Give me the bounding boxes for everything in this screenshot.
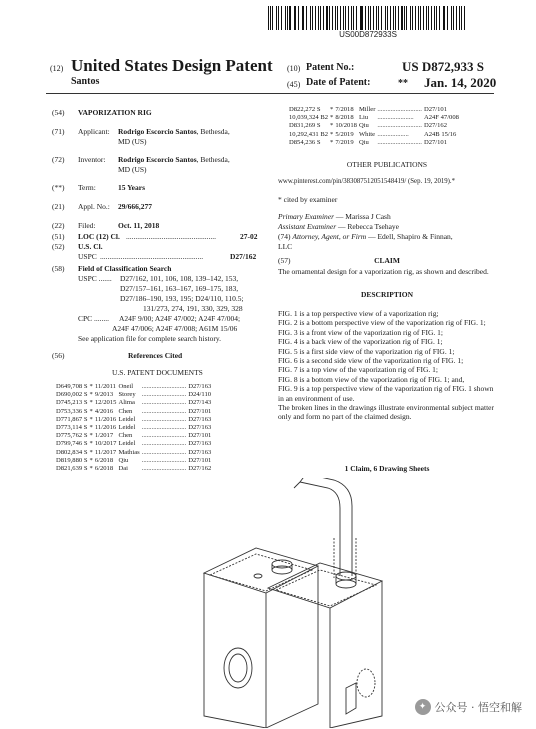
reference-cell: D771,867 S xyxy=(56,415,88,423)
barcode-bar xyxy=(318,6,319,30)
reference-cell: Qiu xyxy=(118,456,129,464)
reference-cell: 7/2019 xyxy=(335,138,354,146)
barcode-bar xyxy=(281,6,282,30)
code-10: (10) xyxy=(287,64,301,73)
field-search-cpc: CPC ........ xyxy=(78,314,110,323)
claim-text: The ornamental design for a vaporization rig, as shown and described. xyxy=(278,267,489,276)
barcode xyxy=(268,6,468,30)
reference-cell: D27/101 xyxy=(423,138,448,146)
reference-cell: 5/2019 xyxy=(335,130,354,138)
other-publications-label: OTHER PUBLICATIONS xyxy=(346,160,428,169)
barcode-bar xyxy=(376,6,377,30)
cited-by-examiner: * cited by examiner xyxy=(278,195,338,204)
reference-row xyxy=(56,399,213,407)
applicant-name: Rodrigo Escorcio Santos xyxy=(118,127,197,136)
reference-cell: 4/2016 xyxy=(94,407,114,415)
appl-no-value: 29/666,277 xyxy=(118,202,152,211)
reference-cell: 6/2018 xyxy=(94,456,114,464)
header-rule xyxy=(46,93,494,94)
reference-cell: 8/2018 xyxy=(335,114,354,122)
reference-cell: D27/143 xyxy=(188,399,212,407)
loc-label: LOC (12) Cl. xyxy=(78,232,120,241)
reference-cell: 10,292,431 B2 xyxy=(289,130,329,138)
references-table-left xyxy=(56,383,213,473)
reference-cell: * xyxy=(89,424,93,432)
barcode-bar xyxy=(368,6,369,30)
reference-row xyxy=(289,122,461,130)
inventor-location-2: MD (US) xyxy=(118,165,147,174)
reference-cell: * xyxy=(89,456,93,464)
barcode-bar xyxy=(395,6,396,30)
reference-cell: Oneil xyxy=(118,383,134,390)
primary-examiner: — Marissa J Cash xyxy=(334,212,391,221)
reference-cell: 10/2017 xyxy=(94,440,117,448)
us-cl-label: U.S. Cl. xyxy=(78,242,103,251)
reference-row xyxy=(56,416,213,424)
barcode-bar xyxy=(310,6,311,30)
appl-no-label: Appl. No.: xyxy=(78,202,110,211)
reference-cell: * xyxy=(89,440,93,448)
reference-cell: * xyxy=(89,432,93,440)
barcode-bar xyxy=(381,6,382,30)
us-patent-documents-label: U.S. PATENT DOCUMENTS xyxy=(112,368,203,377)
barcode-bar xyxy=(268,6,269,30)
patent-date: Jan. 14, 2020 xyxy=(424,75,497,90)
attorney-label: Attorney, Agent, or Firm xyxy=(292,232,367,241)
applicant-location: , Bethesda, xyxy=(196,127,230,136)
reference-cell: Mathias xyxy=(118,448,140,456)
reference-cell: * xyxy=(89,399,93,407)
reference-cell: ........................... xyxy=(141,448,187,456)
reference-cell: ........................... xyxy=(377,138,422,146)
reference-cell: D799,746 S xyxy=(56,440,88,448)
reference-cell: A24B 15/16 xyxy=(423,130,457,138)
barcode-bar xyxy=(337,6,338,30)
reference-cell: Chen xyxy=(118,407,133,415)
reference-cell: 6/2018 xyxy=(94,465,114,473)
reference-cell: White xyxy=(358,130,376,138)
reference-cell: D753,336 S xyxy=(56,407,88,415)
barcode-bar xyxy=(329,6,330,30)
filed-label: Filed: xyxy=(78,221,96,230)
reference-cell: * xyxy=(89,407,93,415)
loc-value: 27-02 xyxy=(240,232,258,241)
page-title: United States Design Patent xyxy=(71,56,273,75)
claims-drawings-line: 1 Claim, 6 Drawing Sheets xyxy=(344,464,430,473)
reference-cell: * xyxy=(330,122,334,130)
barcode-bar xyxy=(298,6,299,30)
reference-cell: * xyxy=(330,106,334,113)
reference-cell: Storey xyxy=(118,391,136,399)
reference-cell: ........................... xyxy=(141,440,187,448)
reference-cell: ........................... xyxy=(377,122,422,130)
inventor-location: , Bethesda, xyxy=(196,155,230,164)
uspc-value: D27/162 xyxy=(230,252,257,261)
reference-cell: D802,834 S xyxy=(56,448,88,456)
patent-number: US D872,933 S xyxy=(402,59,484,74)
reference-cell: 11/2017 xyxy=(94,448,117,456)
field-21-code: (21) xyxy=(52,202,65,211)
reference-cell: Leidel xyxy=(118,440,136,448)
reference-row xyxy=(56,408,213,416)
reference-cell: 10,039,324 B2 xyxy=(289,114,329,122)
barcode-bar xyxy=(461,6,462,30)
reference-cell: D821,639 S xyxy=(56,465,88,473)
reference-cell: * xyxy=(330,130,334,138)
reference-cell: D27/163 xyxy=(188,448,212,456)
inventor-name: Rodrigo Escorcio Santos xyxy=(118,155,197,164)
reference-cell: Qiu xyxy=(358,138,369,146)
reference-cell: ........................... xyxy=(141,432,187,440)
reference-cell: Leidel xyxy=(118,415,136,423)
filed-value: Oct. 11, 2018 xyxy=(118,221,160,230)
reference-cell: D775,762 S xyxy=(56,432,88,440)
barcode-bar xyxy=(426,6,427,30)
reference-cell: D649,708 S xyxy=(56,383,88,390)
date-label: Date of Patent: xyxy=(306,77,371,88)
barcode-bar xyxy=(453,6,454,30)
assistant-examiner-label: Assistant Examiner xyxy=(278,222,337,231)
applicant-location-2: MD (US) xyxy=(118,137,147,146)
reference-cell: 12/2015 xyxy=(94,399,117,407)
references-table-right xyxy=(289,106,461,147)
term-value: 15 Years xyxy=(118,183,146,192)
applicant-label: Applicant: xyxy=(78,127,110,136)
code-12: (12) xyxy=(50,64,64,73)
reference-cell: * xyxy=(330,114,334,122)
field-54-code: (54) xyxy=(52,108,65,117)
desc-broken-lines: The broken lines in the drawings illustrate environmental subject matter only and form no part of the claimed design. xyxy=(278,403,494,422)
wechat-icon: ✦ xyxy=(415,699,431,715)
barcode-bar xyxy=(353,6,354,30)
reference-cell: * xyxy=(89,383,93,390)
reference-cell: D822,272 S xyxy=(289,106,321,113)
term-label: Term: xyxy=(78,183,96,192)
barcode-bar xyxy=(412,6,413,30)
barcode-bar xyxy=(410,6,411,30)
field-search-line-4: 131/273, 274, 191, 330, 329, 328 xyxy=(143,304,243,313)
reference-row xyxy=(289,139,461,147)
desc-fig-7: FIG. 7 is a top view of the vaporization rig of FIG. 1; xyxy=(278,365,438,375)
reference-cell: ...................... xyxy=(377,114,414,122)
reference-cell: ........................... xyxy=(141,465,187,473)
patent-no-label: Patent No.: xyxy=(306,62,355,73)
claim-title: CLAIM xyxy=(374,256,400,265)
reference-row xyxy=(289,114,461,122)
barcode-bar xyxy=(351,6,352,30)
field-58-code: (58) xyxy=(52,264,65,273)
reference-row xyxy=(56,440,213,448)
reference-row xyxy=(56,465,213,473)
reference-cell: D27/101 xyxy=(188,407,212,415)
field-search-cpc-1: A24F 9/00; A24F 47/002; A24F 47/004; xyxy=(119,314,241,323)
desc-fig-1: FIG. 1 is a top perspective view of a vaporization rig; xyxy=(278,309,439,318)
reference-cell: Dai xyxy=(118,465,128,473)
field-search-note: See application file for complete search history. xyxy=(78,334,222,343)
reference-cell: D773,114 S xyxy=(56,424,88,432)
reference-cell: * xyxy=(89,391,93,399)
vaporization-rig-drawing xyxy=(196,478,406,728)
loc-dots: ................................................ xyxy=(126,232,216,241)
field-52-code: (52) xyxy=(52,242,65,251)
field-search-line-3: D27/186–190, 193, 195; D24/110, 110.5; xyxy=(120,294,244,303)
reference-cell: 1/2017 xyxy=(94,432,114,440)
field-search-line-1: D27/162, 101, 106, 108, 139–142, 153, xyxy=(120,274,239,283)
reference-row xyxy=(56,424,213,432)
field-search-label: Field of Classification Search xyxy=(78,264,172,273)
code-45: (45) xyxy=(287,80,301,89)
barcode-bar xyxy=(276,6,277,30)
reference-cell: D27/163 xyxy=(188,383,212,390)
reference-cell: * xyxy=(89,465,93,473)
reference-cell: D831,269 S xyxy=(289,122,321,130)
field-56-code: (56) xyxy=(52,351,65,360)
reference-cell: 11/2011 xyxy=(94,383,116,390)
reference-row xyxy=(289,106,461,114)
attorney-2: LLC xyxy=(278,242,293,251)
reference-cell: 11/2016 xyxy=(94,415,117,423)
reference-cell: ........................... xyxy=(377,106,422,113)
references-cited-label: References Cited xyxy=(128,351,183,360)
barcode-bar xyxy=(447,6,448,30)
reference-cell: D27/162 xyxy=(188,465,212,473)
reference-cell: A24F 47/008 xyxy=(423,114,459,122)
reference-cell: 9/2013 xyxy=(94,391,114,399)
date-stars: ** xyxy=(398,78,408,89)
reference-cell: Qiu xyxy=(358,122,369,130)
term-code: (**) xyxy=(52,183,65,192)
barcode-bar xyxy=(289,6,290,30)
watermark-text: 公众号 · 悟空和解 xyxy=(434,701,522,714)
barcode-bar xyxy=(387,6,388,30)
barcode-bar xyxy=(343,6,344,30)
barcode-bar xyxy=(420,6,421,30)
reference-row xyxy=(289,131,461,139)
reference-cell: D27/162 xyxy=(423,122,448,130)
reference-cell: * xyxy=(89,415,93,423)
uspc-label: USPC xyxy=(78,252,97,261)
reference-cell: D745,213 S xyxy=(56,399,88,407)
field-72-code: (72) xyxy=(52,155,65,164)
description-body xyxy=(278,309,494,422)
desc-fig-3: FIG. 3 is a front view of the vaporization rig of FIG. 1; xyxy=(278,327,443,337)
field-71-code: (71) xyxy=(52,127,65,136)
reference-row xyxy=(56,457,213,465)
reference-cell: Leidel xyxy=(118,424,136,432)
reference-cell: ........................... xyxy=(141,415,187,423)
barcode-bar xyxy=(434,6,435,30)
reference-cell: ........................... xyxy=(141,383,187,390)
barcode-bar xyxy=(464,6,465,30)
inventor-label: Inventor: xyxy=(78,155,106,164)
invention-title: VAPORIZATION RIG xyxy=(78,108,152,117)
field-51-code: (51) xyxy=(52,232,65,241)
barcode-bar xyxy=(439,6,440,30)
reference-cell: * xyxy=(89,448,93,456)
reference-cell: ........................... xyxy=(141,407,187,415)
inventor-surname: Santos xyxy=(71,76,100,87)
reference-cell: ........................... xyxy=(141,391,187,399)
barcode-number: US00D872933S xyxy=(339,30,397,39)
reference-cell: ........................... xyxy=(141,424,187,432)
reference-cell: 10/2018 xyxy=(335,122,357,130)
desc-fig-5: FIG. 5 is a first side view of the vaporization rig of FIG. 1; xyxy=(278,346,455,356)
description-title: DESCRIPTION xyxy=(360,290,414,299)
field-search-line-2: D27/157–161, 163–167, 169–175, 183, xyxy=(120,284,239,293)
claim-code: (57) xyxy=(278,256,291,265)
reference-cell: ........................... xyxy=(141,456,187,464)
reference-row xyxy=(56,432,213,440)
primary-examiner-label: Primary Examiner xyxy=(278,212,335,221)
reference-cell: D690,002 S xyxy=(56,391,88,399)
attorney: — Edell, Shapiro & Finnan, xyxy=(366,232,453,241)
reference-row xyxy=(56,391,213,399)
reference-cell: D27/101 xyxy=(188,432,212,440)
reference-row xyxy=(56,449,213,457)
assistant-examiner: — Rebecca Tsehaye xyxy=(336,222,399,231)
reference-cell: * xyxy=(330,138,334,146)
desc-fig-6: FIG. 6 is a second side view of the vaporization rig of FIG. 1; xyxy=(278,356,464,366)
uspc-dots: ....................................................... xyxy=(100,252,204,261)
reference-cell: D24/110 xyxy=(188,391,212,399)
reference-cell: ................... xyxy=(377,130,409,138)
reference-cell: D854,236 S xyxy=(289,138,321,146)
barcode-bar xyxy=(361,6,362,30)
reference-cell: D819,880 S xyxy=(56,456,88,464)
reference-cell: D27/101 xyxy=(423,106,448,113)
reference-cell: Liu xyxy=(358,114,369,122)
barcode-bar xyxy=(306,6,307,30)
field-22-code: (22) xyxy=(52,221,65,230)
desc-fig-2: FIG. 2 is a bottom perspective view of the vaporization rig of FIG. 1; xyxy=(278,318,486,328)
desc-fig-4: FIG. 4 is a back view of the vaporization rig of FIG. 1; xyxy=(278,337,443,347)
desc-fig-8: FIG. 8 is a bottom view of the vaporization rig of FIG. 1; and, xyxy=(278,374,465,384)
reference-cell: D27/101 xyxy=(188,456,212,464)
reference-cell: D27/163 xyxy=(188,415,212,423)
reference-row xyxy=(56,383,213,391)
watermark xyxy=(415,699,523,715)
reference-cell: Chen xyxy=(118,432,133,440)
reference-cell: ........................... xyxy=(141,399,187,407)
reference-cell: 11/2016 xyxy=(94,424,117,432)
field-search-cpc-2: A24F 47/006; A24F 47/008; A61M 15/06 xyxy=(112,324,238,333)
desc-fig-9: FIG. 9 is a top perspective view of the vaporization rig of FIG. 1 shown in an environment of use. xyxy=(278,384,494,403)
reference-cell: D27/163 xyxy=(188,440,212,448)
reference-cell: D27/163 xyxy=(188,424,212,432)
publication-1: www.pinterest.com/pin/383087512051548419/ (Sep. 19, 2019).* xyxy=(278,178,456,185)
reference-cell: Alima xyxy=(118,399,135,407)
barcode-bar xyxy=(326,6,327,30)
reference-cell: 7/2018 xyxy=(335,106,354,113)
barcode-bar xyxy=(285,6,286,30)
attorney-code: (74) xyxy=(278,232,291,241)
barcode-bar xyxy=(401,6,402,30)
reference-cell: Miller xyxy=(358,106,376,113)
field-search-uspc: USPC ....... xyxy=(78,274,112,283)
